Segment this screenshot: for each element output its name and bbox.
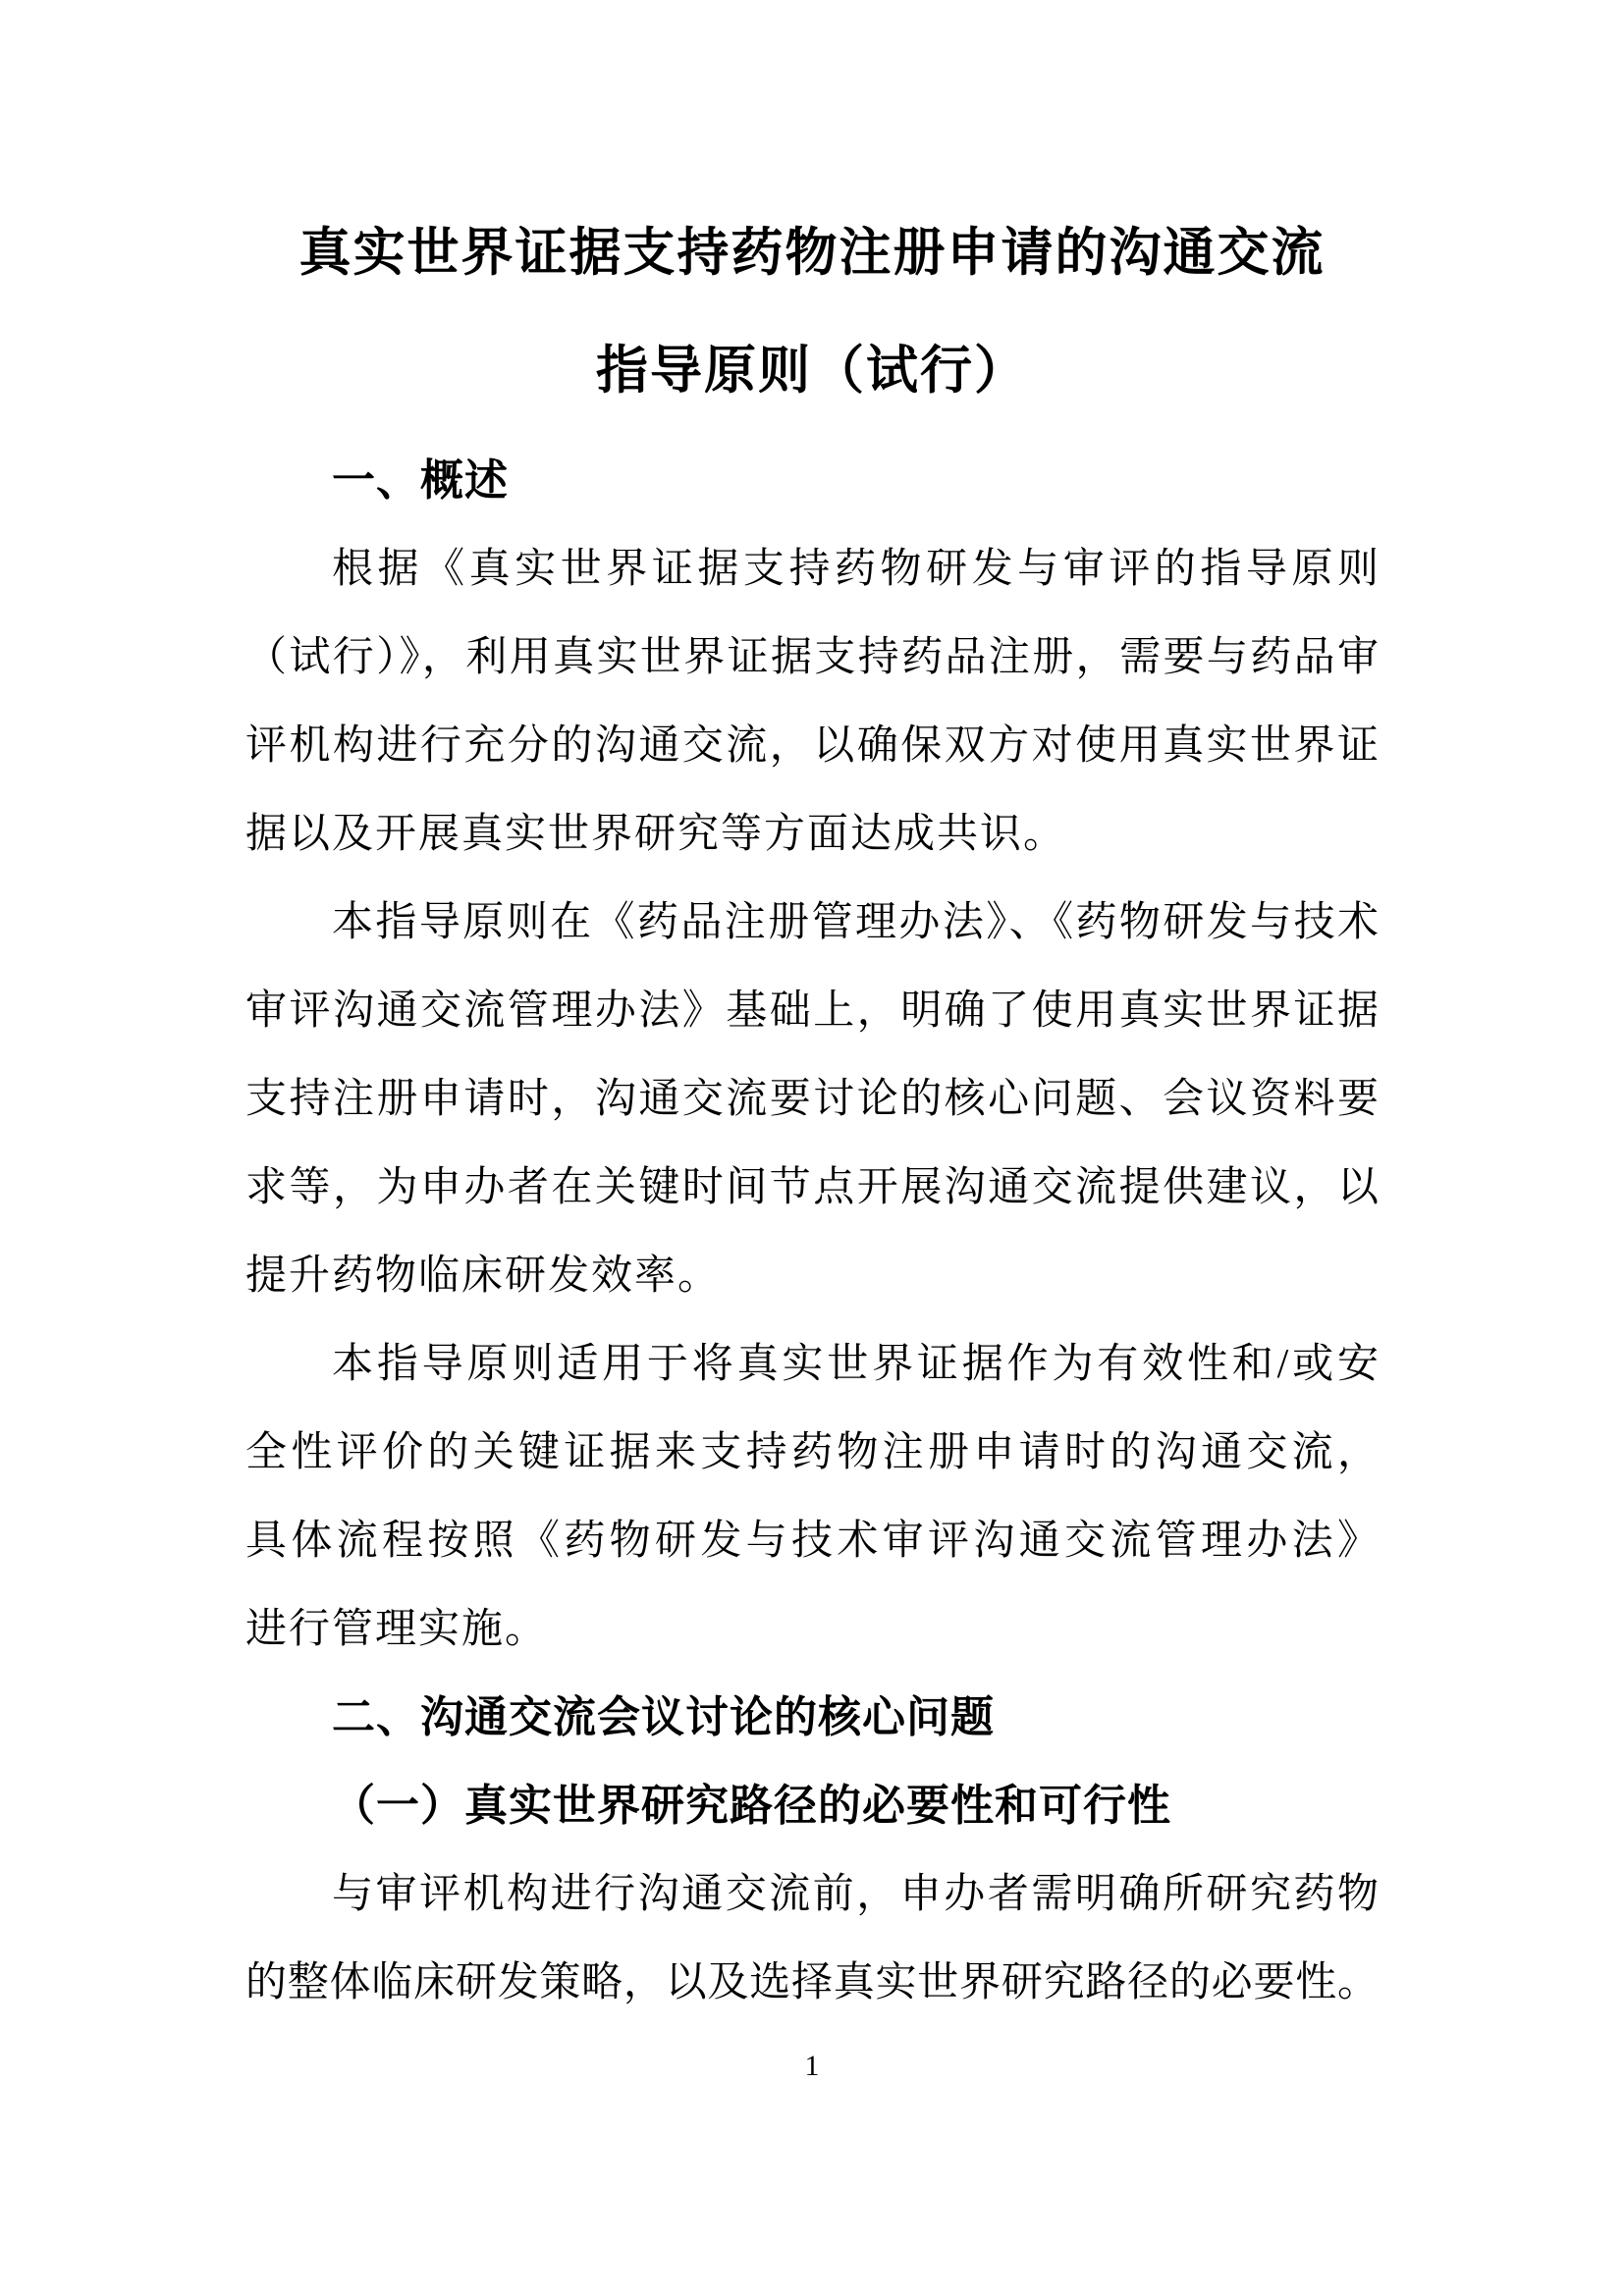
- section-heading: 一、概述: [332, 456, 509, 505]
- document-line: 全性评价的关键证据来支持药物注册申请时的沟通交流，: [245, 1430, 1379, 1475]
- document-line: 具体流程按照《药物研发与技术审评沟通交流管理办法》: [245, 1519, 1379, 1564]
- subsection-heading: （一）真实世界研究路径的必要性和可行性: [332, 1782, 1171, 1830]
- document-line: 的整体临床研发策略，以及选择真实世界研究路径的必要性。: [245, 1960, 1379, 2005]
- document-body: [245, 437, 1379, 2027]
- document-line: 提升药物临床研发效率。: [245, 1254, 722, 1299]
- document-line: 审评沟通交流管理办法》基础上，明确了使用真实世界证据: [245, 988, 1379, 1034]
- document-content: [245, 194, 1379, 2027]
- document-line: 进行管理实施。: [245, 1607, 549, 1652]
- document-line: 评机构进行充分的沟通交流，以确保双方对使用真实世界证: [245, 723, 1379, 769]
- page-number: 1: [804, 2050, 820, 2082]
- section-heading: 二、沟通交流会议讨论的核心问题: [332, 1693, 995, 1741]
- document-title-line-1: 真实世界证据支持药物注册申请的沟通交流: [298, 225, 1326, 282]
- document-line: 与审评机构进行沟通交流前，申办者需明确所研究药物: [332, 1872, 1379, 1917]
- document-line: 本指导原则适用于将真实世界证据作为有效性和/或安: [332, 1342, 1379, 1387]
- document-line: 求等，为申办者在关键时间节点开展沟通交流提供建议，以: [245, 1165, 1379, 1210]
- document-title-line-2: 指导原则（试行）: [596, 343, 1028, 400]
- document-line: （试行）》，利用真实世界证据支持药品注册，需要与药品审: [245, 635, 1379, 680]
- document-line: 支持注册申请时，沟通交流要讨论的核心问题、会议资料要: [245, 1077, 1379, 1122]
- document-line: 本指导原则在《药品注册管理办法》、《药物研发与技术: [332, 900, 1379, 945]
- document-line: 根据《真实世界证据支持药物研发与审评的指导原则: [332, 547, 1379, 592]
- document-line: 据以及开展真实世界研究等方面达成共识。: [245, 812, 1067, 857]
